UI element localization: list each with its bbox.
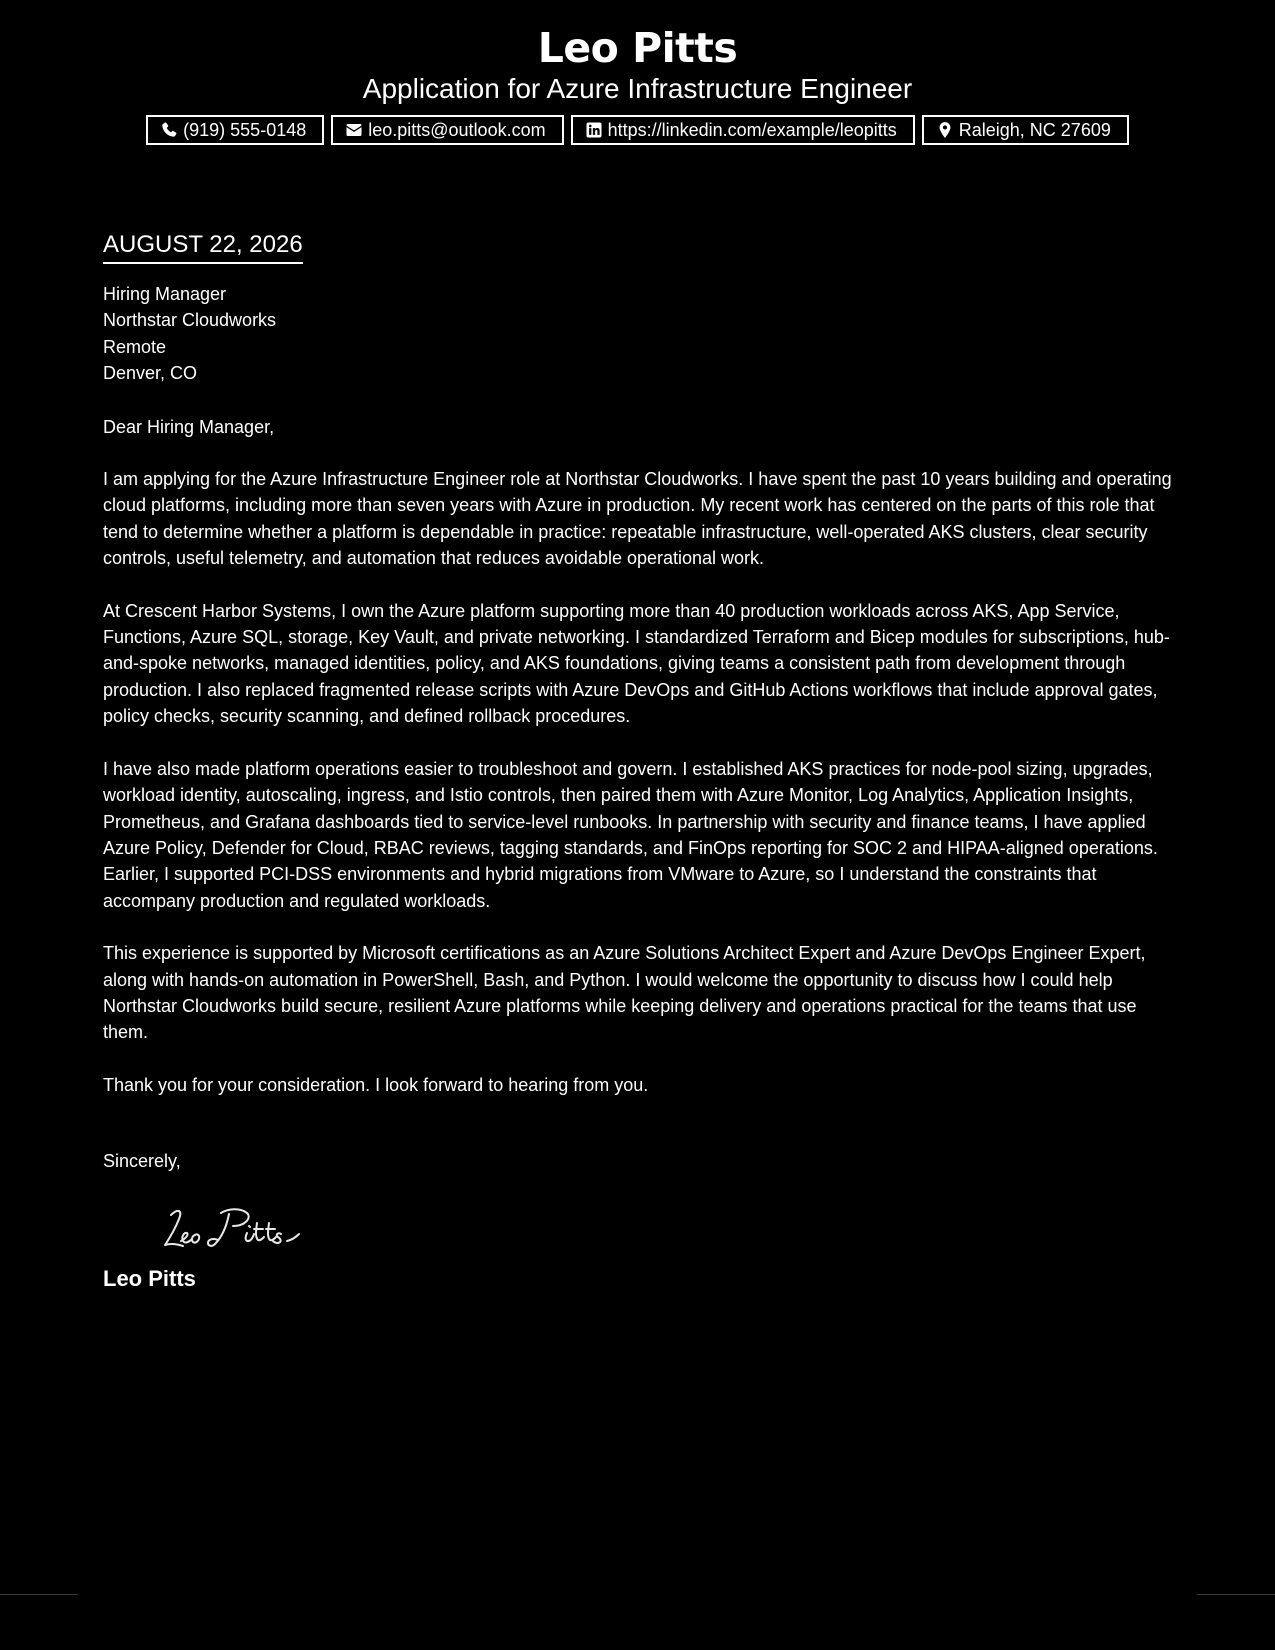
map-pin-icon — [936, 121, 954, 139]
letter-header — [0, 22, 1275, 145]
body-paragraph: This experience is supported by Microsoft certifications as an Azure Solutions Architect Expert and Azure DevOps Engineer Expert, along with hands-on automation in PowerShell, Bash, and Python. I would welcome the opportunity to discuss how I could help Northstar Cloudworks build secure, resilient Azure platforms while keeping delivery and operations practical for the teams that use them. — [103, 943, 1146, 1043]
closing: Sincerely, — [103, 1151, 181, 1172]
body-paragraph: I am applying for the Azure Infrastructure Engineer role at Northstar Cloudworks. I have spent the past 10 years building and operating cloud platforms, including more than seven years with Azure in production. My recent work has centered on the parts of this role that tend to determine whether a platform is dependable in practice: repeatable infrastructure, well-operated AKS clusters, clear security controls, useful telemetry, and automation that reduces avoidable operational work. — [103, 469, 1172, 569]
salutation: Dear Hiring Manager, — [103, 416, 275, 437]
location-text: Raleigh, NC 27609 — [958, 119, 1111, 140]
linkedin-chip[interactable] — [571, 115, 915, 145]
email-chip[interactable] — [331, 115, 563, 145]
phone-icon — [160, 121, 178, 139]
signer-name: Leo Pitts — [103, 1265, 196, 1291]
application-title: Application for Azure Infrastructure Engineer — [362, 73, 913, 104]
recipient-company: Northstar Cloudworks — [103, 310, 277, 331]
footer-rule-left — [0, 1594, 78, 1595]
applicant-name: Leo Pitts — [537, 24, 738, 72]
handwritten-signature — [151, 1203, 1173, 1263]
body-paragraph: I have also made platform operations easier to troubleshoot and govern. I established AKS practices for node-pool sizing, upgrades, workload identity, autoscaling, ingress, and Istio controls, then paired them with Azure Monitor, Log Analytics, Application Insights, Prometheus, and Grafana dashboards tied to service-level runbooks. In partnership with security and finance teams, I have applied Azure Policy, Defender for Cloud, RBAC reviews, tagging standards, and FinOps reporting for SOC 2 and HIPAA-aligned operations. Earlier, I supported PCI-DSS environments and hybrid migrations from VMware to Azure, so I understand the constraints that accompany production and regulated workloads. — [103, 758, 1158, 911]
linkedin-icon — [585, 121, 603, 139]
recipient-title: Hiring Manager — [103, 284, 227, 304]
phone-chip[interactable] — [146, 115, 324, 145]
recipient-city: Denver, CO — [103, 363, 198, 384]
letter-body — [103, 228, 1173, 1293]
phone-text: (919) 555-0148 — [183, 119, 307, 140]
linkedin-text: https://linkedin.com/example/leopitts — [607, 119, 897, 140]
footer-rule-right — [1197, 1594, 1275, 1595]
recipient-location-type: Remote — [103, 336, 167, 357]
contact-bar — [0, 115, 1275, 145]
body-paragraph: At Crescent Harbor Systems, I own the Azure platform supporting more than 40 production workloads across AKS, App Service, Functions, Azure SQL, storage, Key Vault, and private networking. I standardized Terraform and Bicep modules for subscriptions, hub-and-spoke networks, managed identities, policy, and AKS foundations, giving teams a consistent path from development through production. I also replaced fragmented release scripts with Azure DevOps and GitHub Actions workflows that include approval gates, policy checks, security scanning, and defined rollback procedures. — [103, 600, 1170, 727]
body-paragraph: Thank you for your consideration. I look forward to hearing from you. — [103, 1074, 649, 1095]
email-text: leo.pitts@outlook.com — [368, 119, 546, 140]
location-chip[interactable] — [922, 115, 1129, 145]
envelope-icon — [345, 121, 363, 139]
recipient-block — [103, 281, 1173, 387]
letter-date: AUGUST 22, 2026 — [103, 228, 303, 264]
